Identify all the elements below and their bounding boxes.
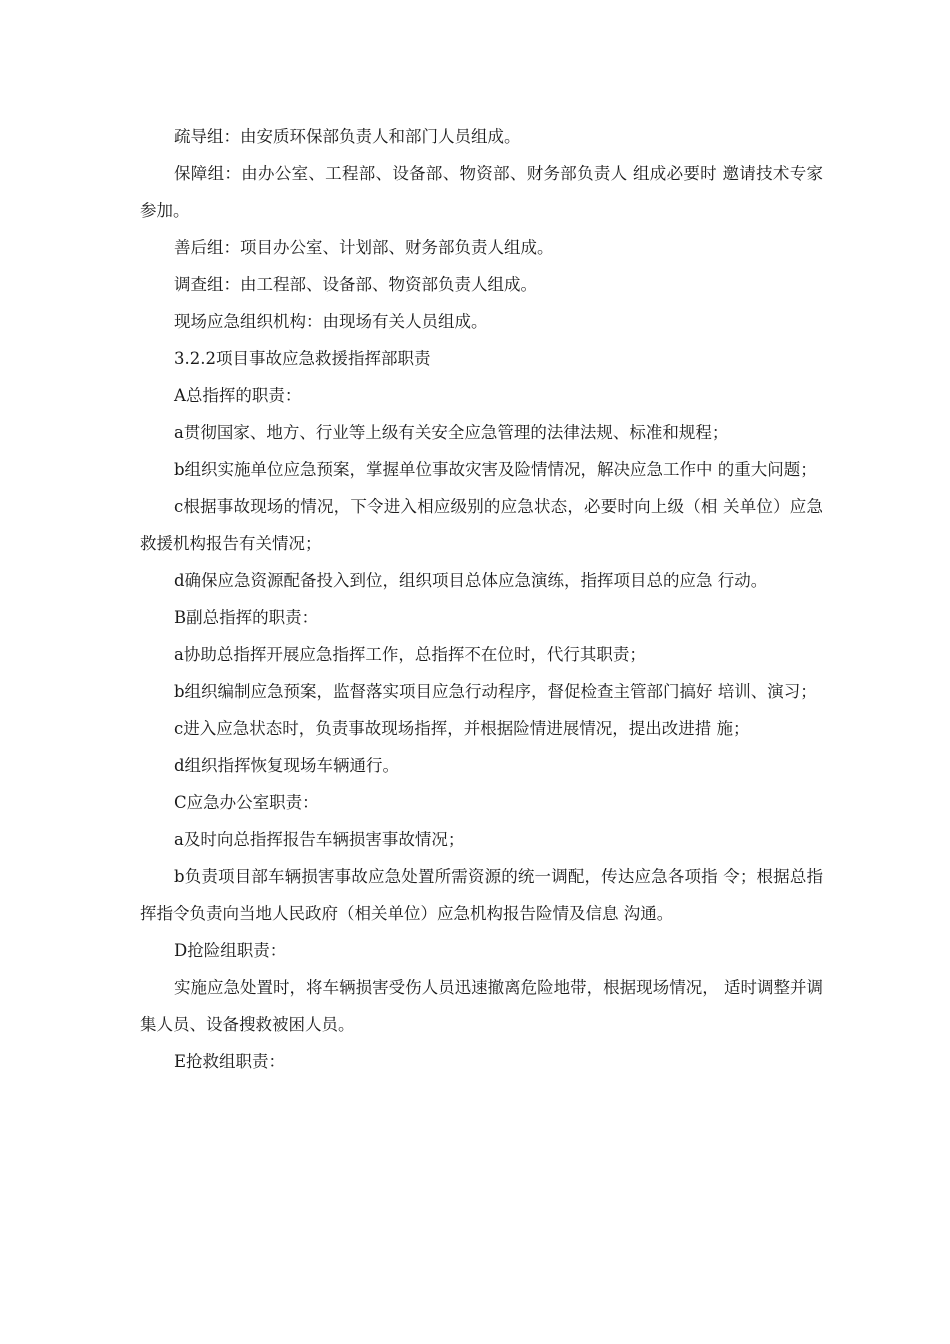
paragraph-diaocha-group: 调查组：由工程部、设备部、物资部负责人组成。: [174, 275, 537, 294]
paragraph-shudao-group: 疏导组：由安质环保部负责人和部门人员组成。: [174, 127, 521, 146]
list-item-deputy-d: d组织指挥恢复现场车辆通行。: [174, 756, 400, 775]
subheading-first-aid-group-duties: E抢救组职责：: [174, 1052, 286, 1071]
section-heading-3-2-2: 3.2.2项目事故应急救援指挥部职责: [174, 349, 431, 368]
document-body: [140, 118, 823, 1080]
list-item-deputy-c: c进入应急状态时，负责事故现场指挥，并根据险情进展情况，提出改进措 施；: [174, 719, 750, 738]
list-item-commander-b: b组织实施单位应急预案，掌握单位事故灾害及险情情况，解决应急工作中 的重大问题；: [174, 460, 817, 479]
subheading-emergency-office-duties: C应急办公室职责：: [174, 793, 319, 812]
list-item-commander-d: d确保应急资源配备投入到位，组织项目总体应急演练，指挥项目总的应急 行动。: [174, 571, 768, 590]
subheading-rescue-group-duties: D抢险组职责：: [174, 941, 287, 960]
subheading-commander-duties: A总指挥的职责：: [174, 386, 302, 405]
list-item-deputy-a: a协助总指挥开展应急指挥工作，总指挥不在位时，代行其职责；: [174, 645, 646, 664]
list-item-commander-c: c根据事故现场的情况，下令进入相应级别的应急状态，必要时向上级（相 关单位）应急救援机构报告有关情况；: [140, 497, 823, 553]
paragraph-onsite-organization: 现场应急组织机构：由现场有关人员组成。: [174, 312, 488, 331]
list-item-office-a: a及时向总指挥报告车辆损害事故情况；: [174, 830, 465, 849]
paragraph-shanhou-group: 善后组：项目办公室、计划部、财务部负责人组成。: [174, 238, 554, 257]
list-item-commander-a: a贯彻国家、地方、行业等上级有关安全应急管理的法律法规、标准和规程；: [174, 423, 729, 442]
paragraph-baozhang-group: 保障组：由办公室、工程部、设备部、物资部、财务部负责人 组成必要时 邀请技术专家参加。: [140, 164, 823, 220]
subheading-deputy-commander-duties: B副总指挥的职责：: [174, 608, 319, 627]
list-item-office-b: b负责项目部车辆损害事故应急处置所需资源的统一调配，传达应急各项指 令；根据总指挥指令负责向当地人民政府（相关单位）应急机构报告险情及信息 沟通。: [140, 867, 823, 923]
paragraph-rescue-group: 实施应急处置时，将车辆损害受伤人员迅速撤离危险地带，根据现场情况， 适时调整并调集人员、设备搜救被困人员。: [140, 978, 823, 1034]
list-item-deputy-b: b组织编制应急预案，监督落实项目应急行动程序，督促检查主管部门搞好 培训、演习；: [174, 682, 817, 701]
